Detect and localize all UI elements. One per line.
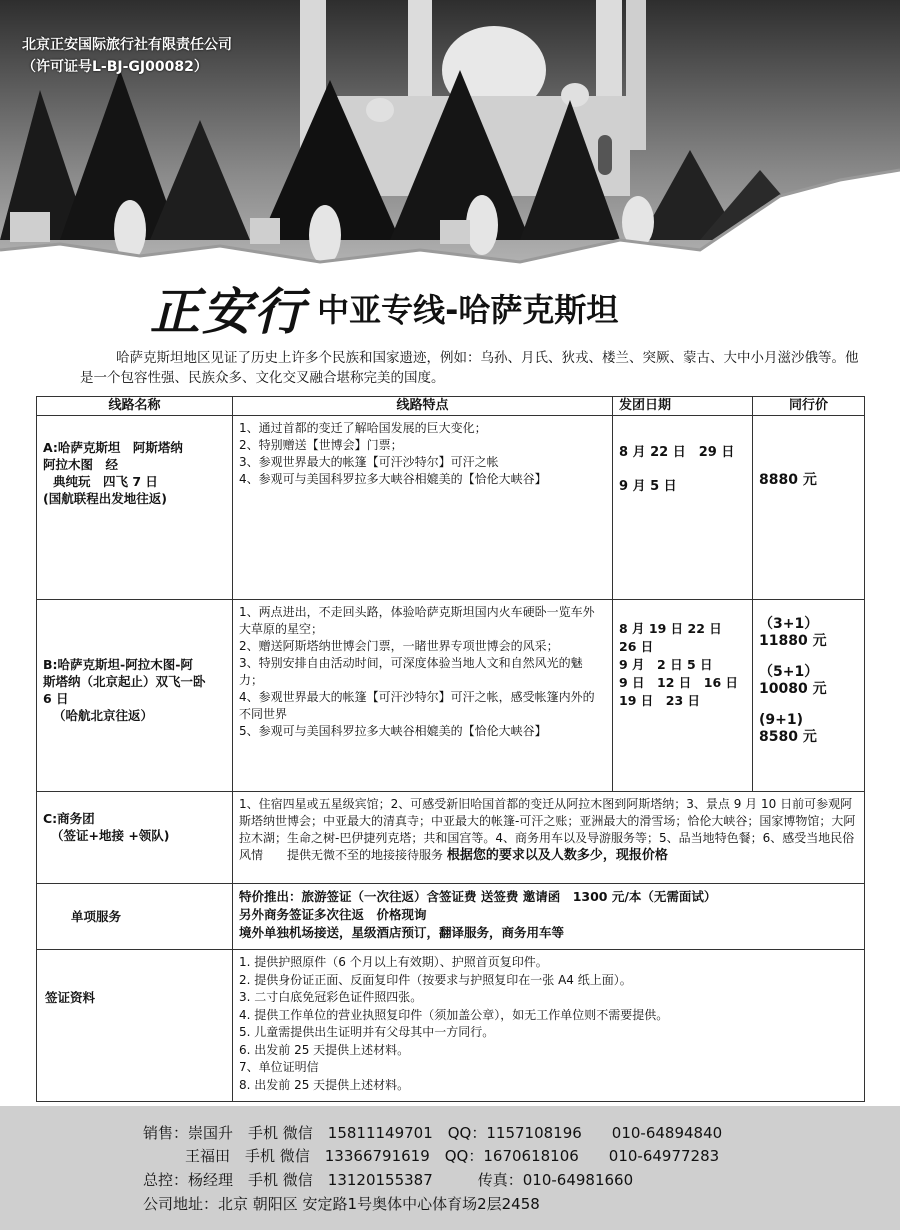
- manager-contact: 总控：杨经理 手机 微信 13120155387 传真：010-64981660: [143, 1171, 634, 1189]
- page-subtitle: 中亚专线-哈萨克斯坦: [317, 291, 619, 329]
- list-item: 5、参观可与美国科罗拉多大峡谷相媲美的【恰伦大峡谷】: [239, 724, 547, 738]
- route-c-name: [37, 792, 233, 884]
- company-name: 北京正安国际旅行社有限责任公司: [22, 37, 232, 53]
- sales-contact-2: 王福田 手机 微信 13366791619 QQ：1670618106 010-64977283: [185, 1147, 720, 1165]
- list-item: 3、参观世界最大的帐篷【可汗沙特尔】可汗之帐: [239, 455, 499, 469]
- list-item: 特价推出：旅游签证（一次往返）含签证费 送签费 邀请函 1300 元/本（无需面试）: [239, 889, 717, 904]
- company-header: [22, 34, 232, 78]
- brand-logo: 正安行: [150, 282, 306, 341]
- list-item: 6. 出发前 25 天提供上述材料。: [239, 1042, 410, 1057]
- date-line: 9 月 5 日: [619, 479, 677, 494]
- price-value: 8580 元: [759, 729, 817, 745]
- table-row-route-b: [37, 600, 865, 792]
- route-a-name-line: 阿拉木图 经: [43, 456, 119, 472]
- route-b-name-line: （哈航北京往返）: [53, 708, 154, 723]
- list-item: 1. 提供护照原件（6 个月以上有效期）、护照首页复印件。: [239, 955, 548, 969]
- table-row-visa: [37, 950, 865, 1102]
- visa-materials-list: [233, 950, 865, 1102]
- header-departure-date: 发团日期: [613, 397, 753, 416]
- table-row-single-service: [37, 884, 865, 950]
- table-row-route-a: [37, 416, 865, 600]
- list-item: 1、两点进出，不走回头路，体验哈萨克斯坦国内火车硬卧一览车外大草原的星空；: [239, 605, 595, 636]
- route-a-name-line: 典纯玩 四飞 7 日: [53, 473, 158, 489]
- list-item: 2、赠送阿斯塔纳世博会门票，一睹世界专项世博会的风采；: [239, 639, 559, 653]
- list-item: 4. 提供工作单位的营业执照复印件（须加盖公章），如无工作单位则不需要提供。: [239, 1007, 669, 1022]
- single-service-label: 单项服务: [37, 884, 233, 950]
- route-a-price-cell: [753, 416, 865, 600]
- hero-banner: [0, 0, 900, 290]
- list-item: 2、特别赠送【世博会】门票；: [239, 438, 403, 452]
- sales-contact-1: 销售：崇国升 手机 微信 15811149701 QQ：1157108196 010-64894840: [143, 1124, 723, 1142]
- date-line: 8 月 19 日 22 日: [619, 621, 722, 636]
- route-c-text-bold: 根据您的要求以及人数多少，现报价格: [446, 848, 668, 863]
- route-a-name-line: A:哈萨克斯坦 阿斯塔纳: [43, 439, 183, 455]
- date-line: 9 月 2 日 5 日: [619, 657, 713, 672]
- date-line: 8 月 22 日 29 日: [619, 445, 735, 460]
- header-route-name: 线路名称: [37, 397, 233, 416]
- route-b-name-line: 6 日: [43, 691, 69, 706]
- route-b-dates: [613, 600, 753, 792]
- list-item: 4、参观可与美国科罗拉多大峡谷相媲美的【恰伦大峡谷】: [239, 472, 547, 486]
- route-b-name-line: B:哈萨克斯坦-阿拉木图-阿: [43, 657, 193, 672]
- table-header-row: [37, 397, 865, 416]
- route-b-prices: [753, 600, 865, 792]
- price-value: 10080 元: [759, 681, 827, 697]
- list-item: 5. 儿童需提供出生证明并有父母其中一方同行。: [239, 1025, 495, 1039]
- route-c-description: [233, 792, 865, 884]
- route-b-features: [233, 600, 613, 792]
- list-item: 境外单独机场接送，星级酒店预订，翻译服务，商务用车等: [239, 925, 565, 940]
- route-a-dates: [613, 416, 753, 600]
- company-address: 公司地址：北京 朝阳区 安定路1号奥体中心体育场2层2458: [143, 1195, 540, 1213]
- table-row-route-c: [37, 792, 865, 884]
- route-a-price: 8880 元: [759, 472, 817, 488]
- date-line: 26 日: [619, 639, 654, 654]
- header-price: 同行价: [753, 397, 865, 416]
- price-label: （5+1）: [759, 664, 819, 680]
- route-c-name-line: （签证+地接 +领队): [51, 828, 170, 843]
- route-c-text: 1、住宿四星或五星级宾馆；2、可感受新旧哈国首都的变迁从阿拉木图到阿斯塔纳；3、景点 9 月 10 日前可参观阿斯塔纳世博会；中亚最大的清真寺；中亚最大的帐篷-可汗之账；亚洲最大的滑雪场；恰伦大峡谷；国家博物馆；大阿拉木湖；生命之树-巴伊捷列克塔；共和国宫等。4、商务用车以及导游服务等；5、品当地特色餐；6、感受当地民俗风情 提供无微不至的地接接待服务: [239, 797, 856, 862]
- list-item: 8. 出发前 25 天提供上述材料。: [239, 1077, 410, 1092]
- visa-materials-label: 签证资料: [37, 950, 233, 1102]
- route-b-name: [37, 600, 233, 792]
- header-route-features: 线路特点: [233, 397, 613, 416]
- single-service-details: [233, 884, 865, 950]
- route-b-name-line: 斯塔纳（北京起止）双飞一卧: [43, 674, 206, 689]
- list-item: 3、特别安排自由活动时间，可深度体验当地人文和自然风光的魅力；: [239, 656, 583, 687]
- list-item: 另外商务签证多次往返 价格现询: [239, 907, 427, 922]
- price-label: （3+1）: [759, 616, 819, 632]
- route-a-features: [233, 416, 613, 600]
- date-line: 19 日 23 日: [619, 693, 700, 708]
- contact-footer: [0, 1106, 900, 1230]
- list-item: 2. 提供身份证正面、反面复印件（按要求与护照复印在一张 A4 纸上面）。: [239, 972, 632, 987]
- license-number: （许可证号L-BJ-GJ00082）: [22, 59, 208, 75]
- list-item: 3. 二寸白底免冠彩色证件照四张。: [239, 990, 423, 1004]
- route-a-name: [37, 416, 233, 600]
- intro-paragraph: 哈萨克斯坦地区见证了历史上许多个民族和国家遗迹，例如：乌孙、月氏、狄戎、楼兰、突厥、蒙古、大中小月滋沙俄等。他是一个包容性强、民族众多、文化交叉融合堪称完美的国度。: [80, 350, 859, 386]
- route-c-name-line: C:商务团: [43, 811, 95, 826]
- route-a-name-line: (国航联程出发地往返): [43, 490, 167, 506]
- list-item: 1、通过首都的变迁了解哈国发展的巨大变化；: [239, 421, 487, 435]
- page-title: [150, 272, 618, 342]
- route-table: [36, 396, 865, 1102]
- date-line: 9 日 12 日 16 日: [619, 675, 739, 690]
- price-value: 11880 元: [759, 633, 827, 649]
- list-item: 4、参观世界最大的帐篷【可汗沙特尔】可汗之帐，感受帐篷内外的不同世界: [239, 690, 595, 721]
- price-label: (9+1): [759, 712, 804, 728]
- list-item: 7、单位证明信: [239, 1060, 319, 1074]
